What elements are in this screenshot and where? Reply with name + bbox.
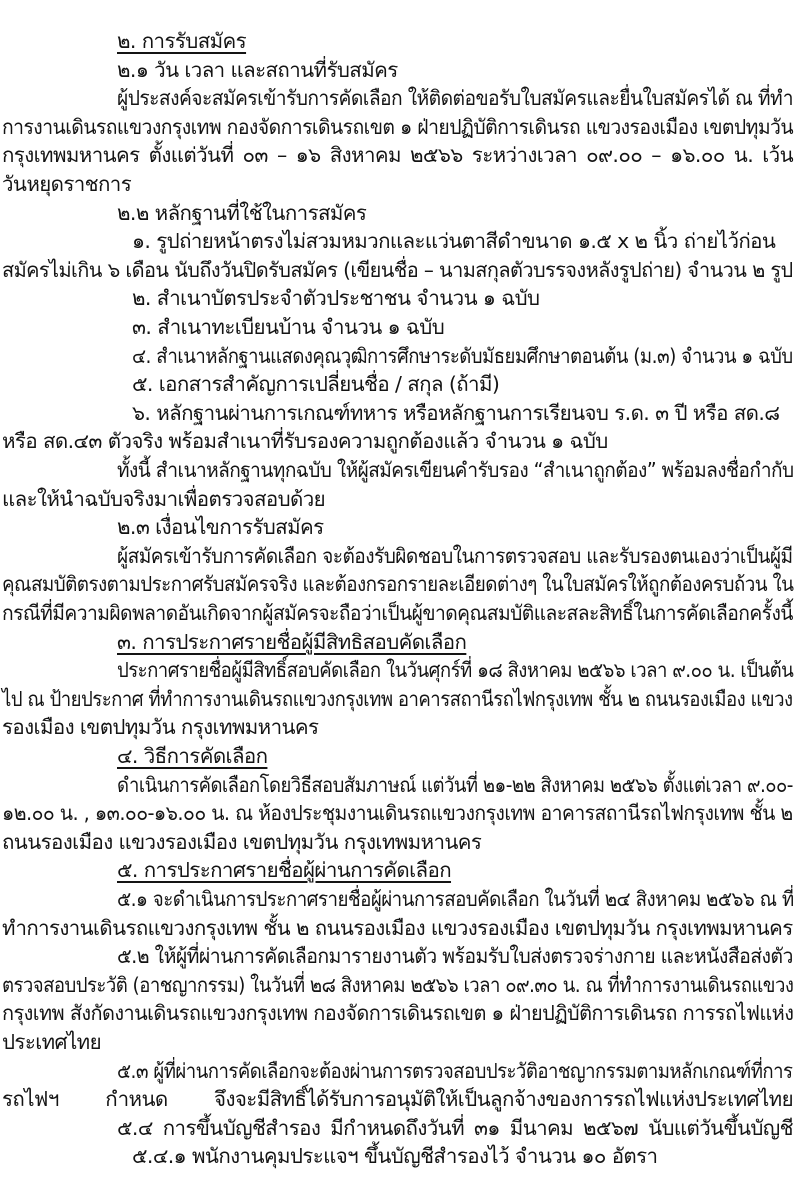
subsection-2-3-heading: ๒.๓ เงื่อนไขการรับสมัคร [117,515,324,540]
section-5-heading: ๕. การประกาศรายชื่อผู้ผ่านการคัดเลือก [117,858,452,883]
text-line: ผู้ประสงค์จะสมัครเข้ารับการคัดเลือก ให้ติดต่อขอรับใบสมัครและยื่นใบสมัครได้ ณ ที่ทำ [117,86,793,111]
text-line: ตรวจสอบประวัติ (อาชญากรรม) ในวันที่ ๒๘ สิงหาคม ๒๕๖๖ เวลา ๐๙.๓๐ น. ณ ที่ทำการงานเดินรถแขวง [2,972,794,997]
text-line: สมัครไม่เกิน ๖ เดือน นับถึงวันปิดรับสมัคร (เขียนชื่อ – นามสกุลตัวบรรจงหลังรูปถ่าย) จำนวน ๒ รูป [2,257,793,282]
section-3-heading: ๓. การประกาศรายชื่อผู้มีสิทธิสอบคัดเลือก [117,629,467,654]
text-line: ๕.๑ จะดำเนินการประกาศรายชื่อผู้ผ่านการสอบคัดเลือก ในวันที่ ๒๔ สิงหาคม ๒๕๖๖ ณ ที่ [117,887,794,911]
subsection-2-1-heading: ๒.๑ วัน เวลา และสถานที่รับสมัคร [117,57,398,82]
section-2-heading: ๒. การรับสมัคร [117,29,247,53]
text-line: รองเมือง เขตปทุมวัน กรุงเทพมหานคร [2,715,319,740]
text-line: วันหยุดราชการ [2,172,132,196]
text-line: ๕.๔ การขึ้นบัญชีสำรอง มีกำหนดถึงวันที่ ๓๑ มีนาคม ๒๕๖๗ นับแต่วันขึ้นบัญชี [117,1115,793,1140]
list-item: ๖. หลักฐานผ่านการเกณฑ์ทหาร หรือหลักฐานการเรียนจบ ร.ด. ๓ ปี หรือ สด.๘ [132,400,780,425]
text-line: ๑๒.๐๐ น. , ๑๓.๐๐-๑๖.๐๐ น. ณ ห้องประชุมงานเดินรถแขวงกรุงเทพ อาคารสถานีรถไฟกรุงเทพ ชั้น ๒ [2,801,793,826]
text-line: กรุงเทพมหานคร ตั้งแต่วันที่ ๐๓ – ๑๖ สิงหาคม ๒๕๖๖ ระหว่างเวลา ๐๙.๐๐ – ๑๖.๐๐ น. เว้น [2,143,793,168]
list-item: ๔. สำเนาหลักฐานแสดงคุณวุฒิการศึกษาระดับมัธยมศึกษาตอนต้น (ม.๓) จำนวน ๑ ฉบับ [132,343,793,368]
text-line: กรุงเทพ สังกัดงานเดินรถแขวงกรุงเทพ กองจัดการเดินรถเขต ๑ ฝ่ายปฏิบัติการเดินรถ การรถไฟแห่ง [2,1001,794,1026]
text-line: ทำการงานเดินรถแขวงกรุงเทพ ชั้น ๒ ถนนรองเมือง แขวงรองเมือง เขตปทุมวัน กรุงเทพมหานคร [2,915,793,940]
text-line: หรือ สด.๔๓ ตัวจริง พร้อมสำเนาที่รับรองความถูกต้องแล้ว จำนวน ๑ ฉบับ [2,429,608,454]
text-line: ถนนรองเมือง แขวงรองเมือง เขตปทุมวัน กรุงเทพมหานคร [2,829,482,854]
list-item: ๒. สำเนาบัตรประจำตัวประชาชน จำนวน ๑ ฉบับ [132,286,540,311]
list-item: ๑. รูปถ่ายหน้าตรงไม่สวมหมวกและแว่นตาสีดำขนาด ๑.๕ x ๒ นิ้ว ถ่ายไว้ก่อน [132,229,776,254]
text-line: การงานเดินรถแขวงกรุงเทพ กองจัดการเดินรถเขต ๑ ฝ่ายปฏิบัติการเดินรถ แขวงรองเมือง เขตปทุมวัน [2,114,794,139]
text-line: คุณสมบัติตรงตามประกาศรับสมัครจริง และต้องกรอกรายละเอียดต่างๆ ในใบสมัครให้ถูกต้องครบถ้วน ใน [2,572,794,597]
text-line: ประเทศไทย [2,1030,102,1054]
text-line: ๕.๓ ผู้ที่ผ่านการคัดเลือกจะต้องผ่านการตรวจสอบประวัติอาชญากรรมตามหลักเกณฑ์ที่การ [117,1058,793,1083]
text-line: ดำเนินการคัดเลือกโดยวิธีสอบสัมภาษณ์ แต่วันที่ ๒๑-๒๒ สิงหาคม ๒๕๖๖ ตั้งแต่เวลา ๙.๐๐- [117,772,793,797]
text-line: ๕.๒ ให้ผู้ที่ผ่านการคัดเลือกมารายงานตัว พร้อมรับใบส่งตรวจร่างกาย และหนังสือส่งตัว [117,944,793,969]
text-line: ผู้สมัครเข้ารับการคัดเลือก จะต้องรับผิดชอบในการตรวจสอบ และรับรองตนเองว่าเป็นผู้มี [117,543,793,568]
text-line: กรณีที่มีความผิดพลาดอันเกิดจากผู้สมัครจะถือว่าเป็นผู้ขาดคุณสมบัติและสละสิทธิ์ในการคัดเลือกครั้งนี้ [2,601,793,625]
subsection-2-2-heading: ๒.๒ หลักฐานที่ใช้ในการสมัคร [117,200,367,225]
text-line: ประกาศรายชื่อผู้มีสิทธิ์สอบคัดเลือก ในวันศุกร์ที่ ๑๘ สิงหาคม ๒๕๖๖ เวลา ๙.๐๐ น. เป็นต้น [117,658,794,683]
text-line: ๕.๔.๑ พนักงานคุมประแจฯ ขึ้นบัญชีสำรองไว้ จำนวน ๑๐ อัตรา [132,1144,658,1169]
text-line: ไป ณ ป้ายประกาศ ที่ทำการงานเดินรถแขวงกรุงเทพ อาคารสถานีรถไฟกรุงเทพ ชั้น ๒ ถนนรองเมือง แขวง [2,686,793,711]
text-line: และให้นำฉบับจริงมาเพื่อตรวจสอบด้วย [2,486,326,511]
list-item: ๓. สำเนาทะเบียนบ้าน จำนวน ๑ ฉบับ [132,315,445,339]
section-4-heading: ๔. วิธีการคัดเลือก [117,744,268,768]
text-line: รถไฟฯ กำหนด จึงจะมีสิทธิ์ได้รับการอนุมัติให้เป็นลูกจ้างของการรถไฟแห่งประเทศไทย [2,1087,793,1112]
list-item: ๕. เอกสารสำคัญการเปลี่ยนชื่อ / สกุล (ถ้ามี) [132,372,500,397]
text-line: ทั้งนี้ สำเนาหลักฐานทุกฉบับ ให้ผู้สมัครเขียนคำรับรอง “สำเนาถูกต้อง” พร้อมลงชื่อกำกับ [117,458,794,482]
